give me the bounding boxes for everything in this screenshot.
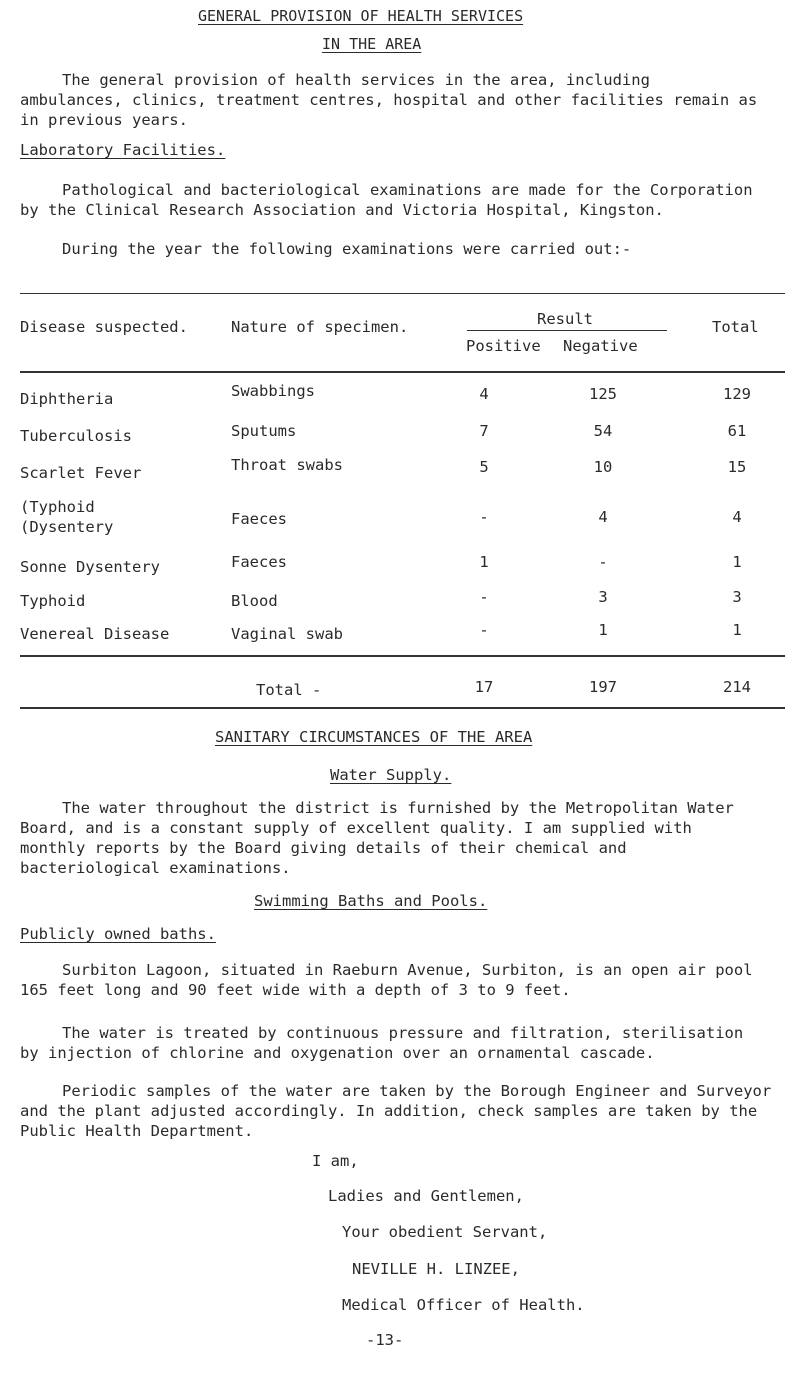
page-title: GENERAL PROVISION OF HEALTH SERVICES bbox=[198, 7, 524, 25]
page-subtitle: IN THE AREA bbox=[322, 35, 422, 53]
row-negative: 4 bbox=[598, 508, 608, 526]
laboratory-heading: Laboratory Facilities. bbox=[20, 141, 226, 159]
row-disease: Diphtheria bbox=[20, 390, 114, 408]
row-total: 1 bbox=[732, 621, 742, 639]
table-bottom-rule bbox=[20, 707, 785, 709]
row-positive: - bbox=[479, 621, 489, 639]
row-negative: 3 bbox=[598, 588, 608, 606]
row-positive: 1 bbox=[479, 553, 489, 571]
row-total: 61 bbox=[727, 422, 747, 440]
row-disease: Sonne Dysentery bbox=[20, 558, 160, 576]
header-negative: Negative bbox=[563, 337, 638, 355]
row-total: 1 bbox=[732, 553, 742, 571]
lagoon-paragraph: Surbiton Lagoon, situated in Raeburn Avenue, Surbiton, is an open air pool 165 feet long and 90 feet wide with a depth of 3 to 9 feet. bbox=[20, 961, 753, 999]
laboratory-paragraph-1: Pathological and bacteriological examinations are made for the Corporation by the Clinical Research Association and Victoria Hospital, Kingston. bbox=[20, 181, 753, 219]
row-positive: 4 bbox=[479, 385, 489, 403]
row-nature: Faeces bbox=[231, 553, 287, 571]
row-disease-line2: (Dysentery bbox=[20, 518, 114, 536]
row-nature: Vaginal swab bbox=[231, 625, 343, 643]
row-nature: Blood bbox=[231, 592, 278, 610]
row-disease: Scarlet Fever bbox=[20, 464, 142, 482]
public-baths-heading: Publicly owned baths. bbox=[20, 925, 216, 943]
row-nature: Faeces bbox=[231, 510, 287, 528]
result-rule bbox=[467, 330, 667, 331]
row-total: 4 bbox=[732, 508, 742, 526]
totals-total: 214 bbox=[723, 678, 751, 696]
row-nature: Sputums bbox=[231, 422, 297, 440]
row-disease: Tuberculosis bbox=[20, 427, 132, 445]
closing-line-3: Your obedient Servant, bbox=[342, 1223, 548, 1241]
table-totals-rule bbox=[20, 655, 785, 657]
row-negative: - bbox=[598, 553, 608, 571]
laboratory-paragraph-2: During the year the following examinations were carried out:- bbox=[62, 240, 632, 258]
header-total: Total bbox=[712, 318, 759, 336]
row-total: 15 bbox=[727, 458, 747, 476]
row-total: 129 bbox=[723, 385, 751, 403]
row-negative: 10 bbox=[593, 458, 613, 476]
row-disease: (Typhoid bbox=[20, 498, 95, 516]
treatment-paragraph: The water is treated by continuous pressure and filtration, sterilisation by injection of chlorine and oxygenation over an ornamental cascade. bbox=[20, 1024, 744, 1062]
water-supply-heading: Water Supply. bbox=[330, 766, 452, 784]
totals-positive: 17 bbox=[474, 678, 494, 696]
row-disease: Typhoid bbox=[20, 592, 86, 610]
sanitary-heading: SANITARY CIRCUMSTANCES OF THE AREA bbox=[215, 728, 533, 746]
row-nature: Swabbings bbox=[231, 382, 315, 400]
row-nature: Throat swabs bbox=[231, 456, 343, 474]
intro-paragraph: The general provision of health services in the area, including ambulances, clinics, treatment centres, hospital and other facilities remain as in previous years. bbox=[20, 71, 758, 129]
table-header-rule bbox=[20, 371, 785, 373]
row-negative: 125 bbox=[589, 385, 617, 403]
water-supply-paragraph: The water throughout the district is furnished by the Metropolitan Water Board, and is a constant supply of excellent quality. I am supplied with monthly reports by the Board giving details of their chemical and bacteriological examinations. bbox=[20, 799, 734, 877]
row-positive: - bbox=[479, 508, 489, 526]
table-top-rule bbox=[20, 293, 785, 294]
header-nature: Nature of specimen. bbox=[231, 318, 409, 336]
totals-negative: 197 bbox=[589, 678, 617, 696]
header-positive: Positive bbox=[466, 337, 541, 355]
totals-label: Total - bbox=[256, 681, 322, 699]
closing-line-2: Ladies and Gentlemen, bbox=[328, 1187, 524, 1205]
signatory-title: Medical Officer of Health. bbox=[342, 1296, 585, 1314]
row-positive: 5 bbox=[479, 458, 489, 476]
samples-paragraph: Periodic samples of the water are taken by the Borough Engineer and Surveyor and the plant adjusted accordingly. In addition, check samples are taken by the Public Health Department. bbox=[20, 1082, 772, 1140]
signatory-name: NEVILLE H. LINZEE, bbox=[352, 1260, 520, 1278]
row-negative: 54 bbox=[593, 422, 613, 440]
swimming-heading: Swimming Baths and Pools. bbox=[254, 892, 488, 910]
row-positive: 7 bbox=[479, 422, 489, 440]
page-number: -13- bbox=[366, 1331, 404, 1349]
row-total: 3 bbox=[732, 588, 742, 606]
row-disease: Venereal Disease bbox=[20, 625, 170, 643]
row-positive: - bbox=[479, 588, 489, 606]
closing-line-1: I am, bbox=[312, 1152, 359, 1170]
header-disease: Disease suspected. bbox=[20, 318, 188, 336]
row-negative: 1 bbox=[598, 621, 608, 639]
header-result: Result bbox=[537, 310, 593, 328]
